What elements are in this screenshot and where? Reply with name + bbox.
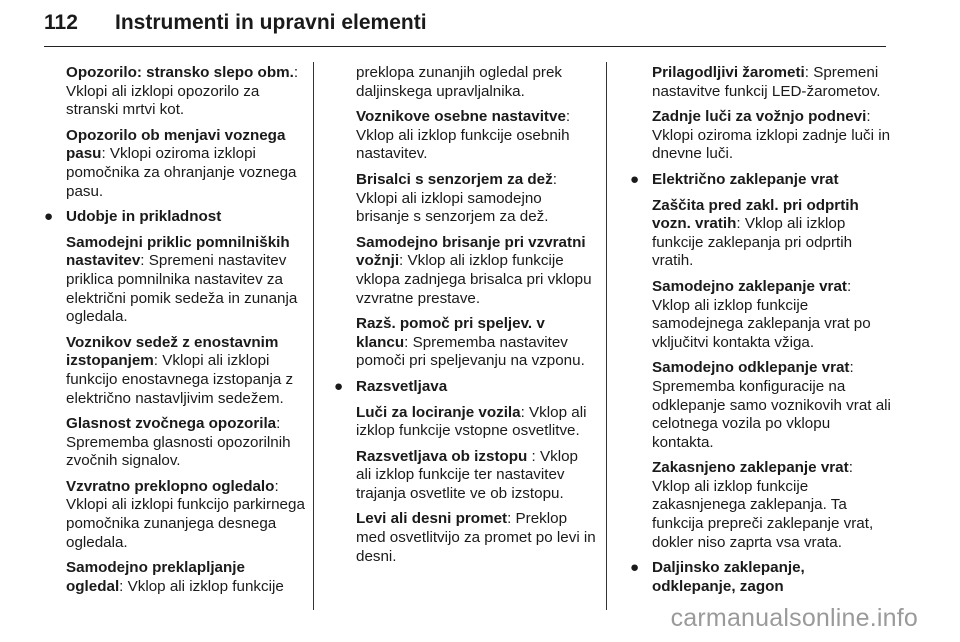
section-heading-text: Udobje in prikladnost — [66, 208, 222, 226]
item-term: Glasnost zvočnega opozorila — [66, 415, 277, 433]
list-item — [44, 478, 306, 552]
item-term: Samodejno odklepanje vrat — [652, 359, 850, 377]
item-text: : Spremeni nastavitev priklica pomnilnika nastavitev za električni pomik sedeža in zunanja ogledala. — [66, 252, 298, 326]
bullet-icon: ● — [334, 377, 344, 395]
item-term: Zaščita pred zakl. pri odprtih vozn. vratih — [652, 196, 859, 233]
item-term: Zakasnjeno zaklepanje vrat — [652, 459, 849, 477]
item-text: : Vklop ali izklop funkcije osebnih nastavitev. — [356, 108, 571, 163]
column-1 — [44, 64, 306, 603]
section-heading-text: Razsvetljava — [356, 377, 448, 395]
list-item — [630, 278, 892, 352]
item-term: Zadnje luči za vožnjo podnevi — [652, 108, 867, 126]
item-term: Vzvratno preklopno ogledalo — [66, 477, 275, 495]
section-heading-text: Daljinsko zaklepanje, odklepanje, zagon — [652, 559, 805, 595]
item-term: Samodejni priklic pomnilniških nastavitev — [66, 233, 290, 270]
item-text: : Sprememba glasnosti opozorilnih zvočnih signalov. — [66, 415, 291, 470]
item-term: Voznikove osebne nastavitve — [356, 108, 566, 126]
item-text: : Spremeni nastavitve funkcij LED-žarometov. — [652, 64, 881, 100]
column-divider — [313, 62, 314, 610]
section-heading — [630, 559, 892, 596]
item-term: Prilagodljivi žarometi — [652, 64, 805, 81]
item-text: : Vklopi ali izklopi opozorilo za stranski mrtvi kot. — [66, 64, 299, 119]
item-term: Voznikov sedež z enostavnim izstopanjem — [66, 333, 279, 370]
list-item — [44, 559, 306, 596]
item-term: Luči za lociranje vozila — [356, 403, 521, 421]
item-term: Razš. pomoč pri speljev. v klancu — [356, 315, 545, 351]
section-heading — [44, 208, 306, 227]
item-text: : Vklop ali izklop funkcije ter nastavitev trajanja osvetlite ve ob izstopu. — [356, 447, 578, 502]
page-header — [44, 6, 886, 47]
list-item — [356, 448, 596, 504]
bullet-icon: ● — [630, 559, 640, 577]
item-term: Razsvetljava ob izstopu — [356, 447, 528, 465]
column-3 — [630, 64, 892, 603]
item-text: : Vklopi ali izklopi funkcijo parkirnega pomočnika zunanjega desnega ogledala. — [66, 477, 305, 551]
item-text: : Vklopi oziroma izklopi zadnje luči in dnevne luči. — [652, 108, 891, 163]
item-text: : Vklop ali izklop funkcije samodejnega zaklepanja vrat po vključitvi kontakta vžiga. — [652, 277, 871, 351]
continuation-text: preklopa zunanjih ogledal prek daljinskega upravljalnika. — [356, 64, 563, 100]
item-text: : Sprememba konfiguracije na odklepanje samo voznikovih vrat ali celotnega vozila po vklopu kontakta. — [652, 359, 891, 451]
list-item — [44, 64, 306, 120]
list-item — [630, 64, 892, 101]
list-item — [356, 510, 596, 566]
list-item — [630, 359, 892, 452]
list-item — [356, 108, 596, 164]
page-title: Instrumenti in upravni elementi — [115, 11, 427, 34]
item-term: Brisalci s senzorjem za dež — [356, 170, 553, 188]
list-item — [356, 404, 596, 441]
item-term: Levi ali desni promet — [356, 510, 508, 528]
item-term: Samodejno zaklepanje vrat — [652, 277, 847, 295]
item-text: : Vklopi ali izklopi funkcijo enostavnega izstopanja z električno nastavljivim sedežem. — [66, 352, 294, 407]
list-item — [44, 334, 306, 408]
item-term: Samodejno preklapljanje ogledal — [66, 559, 245, 595]
item-term: Samodejno brisanje pri vzvratni vožnji — [356, 233, 586, 270]
section-heading — [334, 378, 596, 397]
item-text: : Vklopi oziroma izklopi pomočnika za ohranjanje voznega pasu. — [66, 145, 297, 200]
item-text: : Vklop ali izklop funkcije zaklepanja pri odprtih vratih. — [652, 215, 853, 270]
item-text: : Vklop ali izklop funkcije — [119, 577, 284, 595]
list-item — [44, 415, 306, 471]
section-heading — [630, 171, 892, 190]
bullet-icon: ● — [630, 170, 640, 188]
list-item — [356, 315, 596, 371]
item-term: Opozorilo ob menjavi voznega pasu — [66, 126, 286, 163]
list-item — [630, 459, 892, 552]
item-text: : Preklop med osvetlitvijo za promet po levi in desni. — [356, 510, 596, 565]
item-text: : Vklop ali izklop funkcije vklopa zadnjega brisalca pri vklopu vzvratne prestave. — [356, 252, 592, 307]
list-item — [44, 127, 306, 201]
item-term: Opozorilo: stransko slepo obm. — [66, 64, 294, 81]
item-text: : Vklop ali izklop funkcije zakasnjenega zaklepanja. Ta funkcija prepreči zaklepanje vrat, dokler niso zaprta vsa vrata. — [652, 459, 874, 551]
list-item — [630, 197, 892, 271]
page-number: 112 — [44, 11, 78, 34]
column-2 — [334, 64, 596, 573]
item-text: : Vklopi ali izklopi samodejno brisanje s senzorjem za dež. — [356, 170, 557, 226]
list-item — [630, 108, 892, 164]
section-heading-text: Električno zaklepanje vrat — [652, 170, 839, 188]
watermark: carmanualsonline.info — [670, 604, 918, 632]
bullet-icon: ● — [44, 208, 54, 226]
column-divider — [606, 62, 607, 610]
item-text: : Sprememba nastavitev pomoči pri speljevanju na vzponu. — [356, 333, 585, 370]
list-item — [356, 234, 596, 308]
list-item — [356, 171, 596, 227]
list-item — [44, 234, 306, 327]
item-text: : Vklop ali izklop funkcije vstopne osvetlitve. — [356, 403, 587, 440]
